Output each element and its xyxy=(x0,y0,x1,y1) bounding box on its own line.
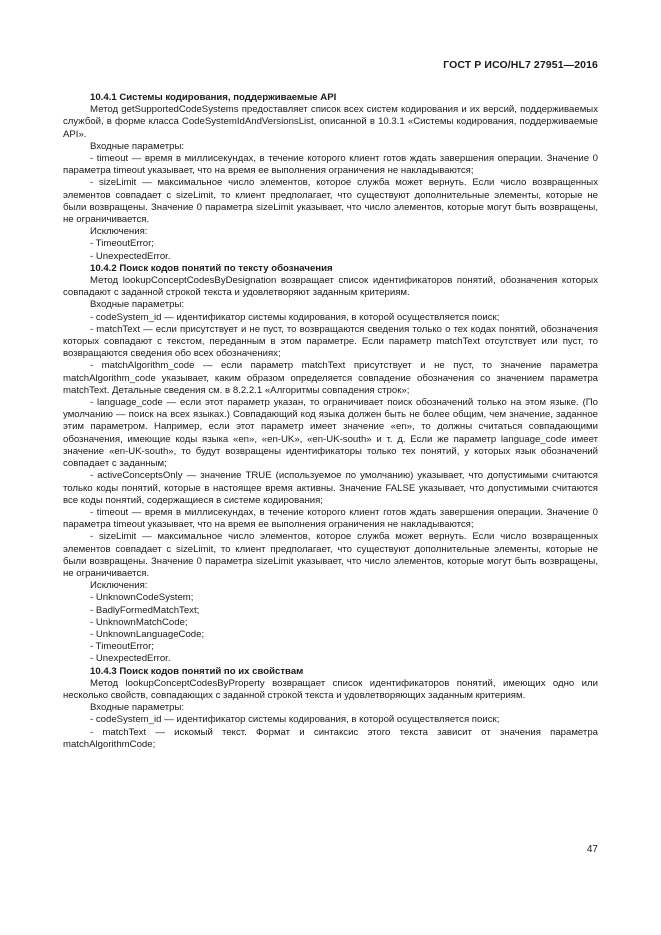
exceptions-label: Исключения: xyxy=(90,580,148,592)
param-item: - timeout — время в миллисекундах, в течение которого клиент готов ждать завершения операции. Значение 0 параметра timeout указывает, что на время ее выполнения ограничения не накладываются; xyxy=(63,153,598,177)
exception-item: - UnknownCodeSystem; xyxy=(90,592,194,604)
param-item: - sizeLimit — максимальное число элементов, которое служба может вернуть. Если число возвращенных элементов совпадает с sizeLimit, то клиент предполагает, что существуют дополнительные элементы, которые не были возвращены. Значение 0 параметра sizeLimit указывает, что число элементов, которые могут быть возвращены, не ограничивается. xyxy=(63,531,598,579)
param-item: - matchText — искомый текст. Формат и синтаксис этого текста зависит от значения параметра matchAlgorithmCode; xyxy=(63,726,598,750)
param-item: - matchAlgorithm_code — если параметр matchText присутствует и не пуст, то значение параметра matchAlgorithm_code указывает, каким образом определяется совпадение обозначения со значением параметра matchText. Детальные сведения см. в 8.2.2.1 «Алгоритмы совпадения строк»; xyxy=(63,360,598,396)
section-heading: 10.4.3 Поиск кодов понятий по их свойствам xyxy=(90,665,304,677)
exception-item: - UnknownLanguageCode; xyxy=(90,628,205,640)
exception-item: - UnexpectedError. xyxy=(90,653,171,665)
section-10-4-2 xyxy=(63,263,598,666)
param-item: - language_code — если этот параметр указан, то ограничивает поиск обозначений только на этом языке. (По умолчанию — поиск на всех языках.) Совпадающий код языка должен быть не более общим, чем значение, заданное этим параметром. Например, если этот параметр имеет значение «en», то должны считаться совпадающими обозначения, имеющие коды языка «en», «en-UK», «en-UK-south» и т. д. Если же параметр language_code имеет значение «en-UK-south», то будут возвращены идентификаторы только тех понятий, у которых язык обозначений совпадает с заданным; xyxy=(63,397,598,470)
section-10-4-3 xyxy=(63,666,598,751)
inputs-label: Входные параметры: xyxy=(90,702,185,714)
document-body xyxy=(63,92,598,751)
exception-item: - TimeoutError; xyxy=(90,238,154,250)
page-number: 47 xyxy=(586,844,598,855)
param-item: - activeConceptsOnly — значение TRUE (используемое по умолчанию) указывает, что допустимыми считаются только коды понятий, которые в настоящее время активны. Значение FALSE указывает, что допустимыми считаются все коды понятий, содержащиеся в системе кодирования; xyxy=(63,470,598,506)
inputs-label: Входные параметры: xyxy=(90,299,185,311)
section-heading: 10.4.2 Поиск кодов понятий по тексту обозначения xyxy=(90,262,333,274)
exception-item: - UnknownMatchCode; xyxy=(90,616,188,628)
exception-item: - TimeoutError; xyxy=(90,641,154,653)
section-intro: Метод getSupportedCodeSystems предоставляет список всех систем кодирования и их версий, поддерживаемых службой, в форме класса CodeSystemIdAndVersionsList, описанной в 10.3.1 «Системы кодирования, поддерживаемые API». xyxy=(63,104,598,140)
page-header-title: ГОСТ Р ИСО/HL7 27951—2016 xyxy=(443,59,598,71)
exceptions-label: Исключения: xyxy=(90,226,148,238)
inputs-label: Входные параметры: xyxy=(90,140,185,152)
param-item: - sizeLimit — максимальное число элементов, которое служба может вернуть. Если число возвращенных элементов совпадает с sizeLimit, то клиент предполагает, что существуют дополнительные элементы, которые не были возвращены. Значение 0 параметра sizeLimit указывает, что число элементов, которые могут быть возвращены, не ограничивается. xyxy=(63,177,598,226)
param-item: - codeSystem_id — идентификатор системы кодирования, в которой осуществляется поиск; xyxy=(90,311,500,323)
section-heading: 10.4.1 Системы кодирования, поддерживаемые API xyxy=(90,92,337,103)
section-intro: Метод lookupConceptCodesByDesignation возвращает список идентификаторов понятий, обозначения которых совпадают с заданной строкой текста и удовлетворяют заданным критериям. xyxy=(63,275,598,299)
param-item: - matchText — если присутствует и не пуст, то возвращаются сведения только о тех кодах понятий, обозначения которых совпадают с текстом, переданным в этом параметре. Если параметр matchText отсутствует или пуст, то возвращаются сведения обо всех обозначениях; xyxy=(63,323,598,360)
param-item: - timeout — время в миллисекундах, в течение которого клиент готов ждать завершения операции. Значение 0 параметра timeout указывает, что на время ее выполнения ограничения не накладываются; xyxy=(63,506,598,531)
param-item: - codeSystem_id — идентификатор системы кодирования, в которой осуществляется поиск; xyxy=(90,714,500,726)
exception-item: - BadlyFormedMatchText; xyxy=(90,604,200,616)
exception-item: - UnexpectedError. xyxy=(90,250,171,262)
section-10-4-1 xyxy=(63,92,598,263)
section-intro: Метод lookupConceptCodesByProperty возвращает список идентификаторов понятий, имеющих одно или несколько свойств, совпадающих с заданной строкой текста и удовлетворяющих заданным критериям. xyxy=(63,677,598,701)
